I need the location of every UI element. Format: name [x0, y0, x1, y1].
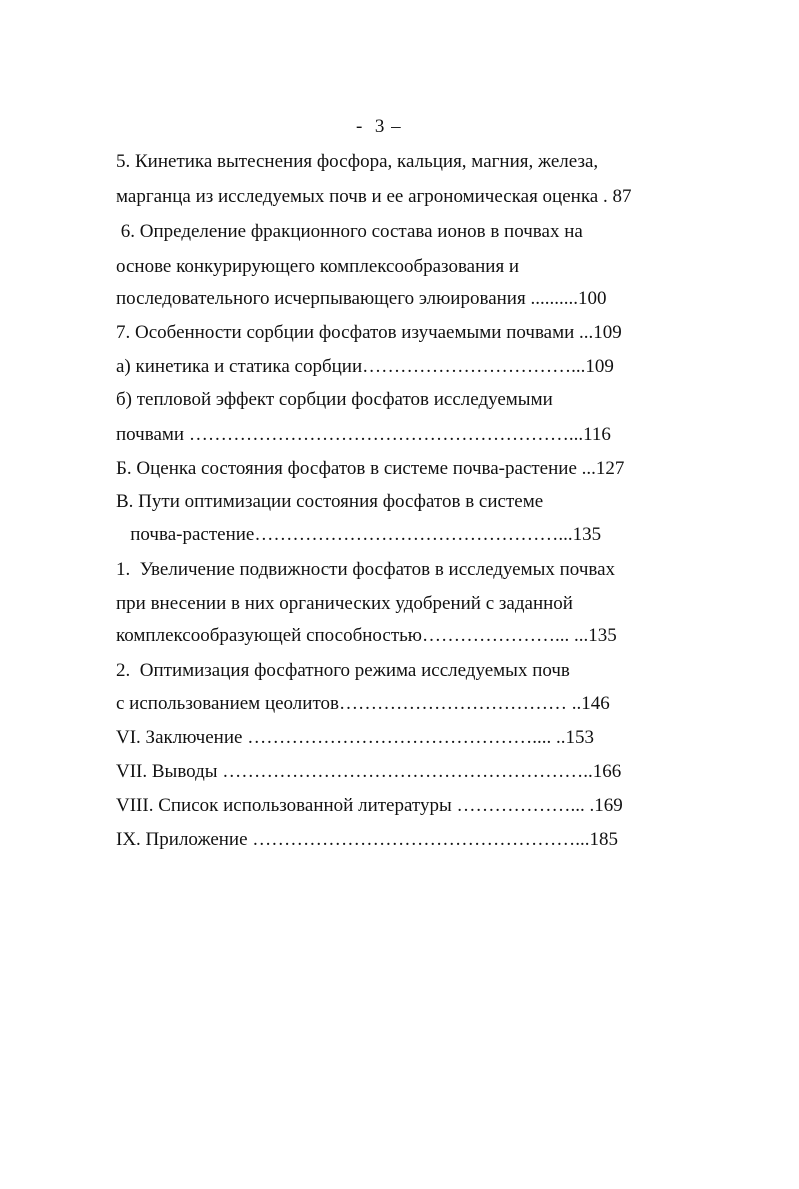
toc-line: 1. Увеличение подвижности фосфатов в исследуемых почвах [116, 559, 616, 580]
toc-line: последовательного исчерпывающего элюирования ..........100 [116, 288, 607, 309]
toc-line: 5. Кинетика вытеснения фосфора, кальция, магния, железа, [116, 151, 599, 172]
toc-line: 6. Определение фракционного состава ионов в почвах на [116, 221, 583, 242]
toc-line: почвами ……………………………………………………...116 [116, 424, 611, 445]
toc-line: Б. Оценка состояния фосфатов в системе почва-растение ...127 [116, 458, 625, 479]
toc-line: с использованием цеолитов……………………………… ..146 [116, 693, 610, 714]
toc-line: 7. Особенности сорбции фосфатов изучаемыми почвами ...109 [116, 322, 622, 343]
toc-line: а) кинетика и статика сорбции……………………………...109 [116, 356, 614, 377]
toc-line: VII. Выводы …………………………………………………..166 [116, 761, 622, 782]
toc-line: 2. Оптимизация фосфатного режима исследуемых почв [116, 660, 570, 681]
toc-line: б) тепловой эффект сорбции фосфатов исследуемыми [116, 389, 553, 410]
toc-line: В. Пути оптимизации состояния фосфатов в системе [116, 491, 544, 512]
toc-line: при внесении в них органических удобрений с заданной [116, 593, 573, 614]
toc-line: комплексообразующей способностью…………………... ...135 [116, 625, 617, 646]
toc-line: IX. Приложение ……………………………………………...185 [116, 829, 619, 850]
page-number: - 3 – [356, 116, 402, 137]
toc-line: почва-растение…………………………………………...135 [116, 524, 602, 545]
toc-line: VIII. Список использованной литературы ………………... .169 [116, 795, 623, 816]
toc-line: основе конкурирующего комплексообразования и [116, 256, 520, 277]
toc-line: марганца из исследуемых почв и ее агрономическая оценка . 87 [116, 186, 632, 207]
toc-line: VI. Заключение ……………………………………….... ..153 [116, 727, 594, 748]
